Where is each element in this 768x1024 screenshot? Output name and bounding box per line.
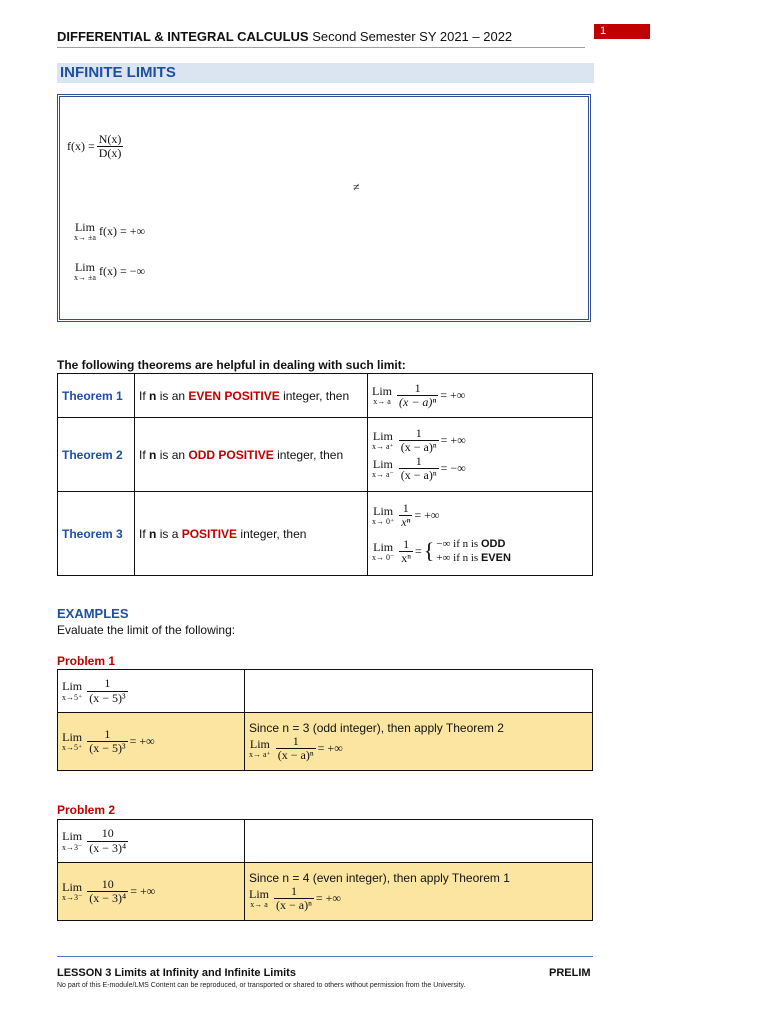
- examples-subtitle: Evaluate the limit of the following:: [57, 623, 236, 637]
- limit-operator: [372, 541, 394, 562]
- examples-title: EXAMPLES: [57, 606, 129, 621]
- solution-cell: [58, 863, 245, 921]
- header-divider: [57, 47, 585, 48]
- limit-operator: [372, 458, 394, 479]
- solution-row: [58, 863, 593, 921]
- numerator: 1: [415, 453, 422, 468]
- lim-word: Lim: [74, 260, 95, 274]
- limit-result: = +∞: [440, 388, 466, 402]
- fraction: [87, 827, 128, 854]
- theorem-condition: [135, 374, 368, 418]
- cond-post: integer, then: [279, 388, 350, 403]
- limit-result: = +∞: [414, 507, 440, 522]
- reference-formula: [249, 885, 588, 912]
- footer-copyright-note: No part of this E-module/LMS Content can be reproduced, or transported or shared to others without permission from the University.: [57, 982, 466, 989]
- theorem-name: Theorem 1: [58, 374, 135, 418]
- numerator: 1: [403, 536, 410, 551]
- denominator: (x − 5)³: [89, 741, 126, 755]
- lim-word: Lim: [62, 829, 83, 844]
- theorem-formula: [368, 492, 593, 576]
- reason-text: Since n = 3 (odd integer), then apply Theorem 2: [249, 720, 504, 735]
- limit-result: = +∞: [130, 884, 156, 898]
- denominator: (x − a)ⁿ: [400, 440, 437, 455]
- left-brace-icon: {: [423, 538, 435, 564]
- denominator: (x − 3)⁴: [89, 840, 127, 855]
- lim-word: Lim: [249, 736, 270, 751]
- case-text: −∞ if n is: [436, 537, 481, 550]
- fraction: [399, 538, 413, 565]
- formula-line: [372, 382, 588, 409]
- limit-operator: [74, 221, 96, 242]
- limit-operator: [372, 385, 392, 406]
- reason-cell: [245, 863, 593, 921]
- fraction: [399, 502, 412, 529]
- case-keyword: EVEN: [480, 552, 511, 565]
- denominator: (x − 5)³: [89, 690, 126, 705]
- limit-positive-infinity: [74, 221, 145, 242]
- answer-blank-cell: [245, 820, 593, 863]
- case-text: +∞ if n is: [436, 552, 481, 565]
- cond-n: n: [149, 388, 157, 403]
- theorem-formula: [368, 374, 593, 418]
- cond-pre: If: [139, 388, 150, 403]
- cond-pre: If: [139, 526, 150, 541]
- limit-operator: [62, 680, 82, 701]
- limit-result: = +∞: [440, 433, 466, 448]
- question-cell: [58, 820, 245, 863]
- cond-kind: ODD POSITIVE: [188, 447, 274, 462]
- problem-2-label: Problem 2: [57, 803, 116, 817]
- case-keyword: ODD: [480, 537, 506, 550]
- lim-subscript: x→5⁺: [62, 692, 83, 702]
- fraction: [276, 735, 316, 762]
- theorems-table: [57, 373, 593, 576]
- denominator: (x − a)ⁿ: [400, 467, 437, 482]
- numerator: 1: [104, 726, 111, 741]
- problem-2-table: [57, 819, 593, 921]
- denominator: xⁿ: [401, 514, 411, 529]
- lim-subscript: x→ a: [373, 397, 391, 407]
- fx-numerator: N(x): [98, 132, 122, 146]
- limit-operator: [62, 830, 82, 851]
- question-formula: [62, 827, 240, 854]
- limit-body: f(x) = +∞: [98, 224, 146, 239]
- formula-line: [372, 427, 588, 454]
- lim-subscript: x→ a⁺: [372, 442, 394, 452]
- course-title: DIFFERENTIAL & INTEGRAL CALCULUS: [57, 29, 309, 44]
- reference-formula: [249, 735, 588, 762]
- lim-subscript: x→5⁺: [62, 743, 83, 753]
- fx-label: f(x) =: [67, 139, 95, 154]
- cond-mid: is an: [156, 388, 189, 403]
- solution-formula: [62, 728, 240, 755]
- limit-result: = +∞: [315, 891, 341, 905]
- theorem-condition: [135, 418, 368, 492]
- lim-subscript: x→ ±a: [74, 233, 96, 243]
- theorem-condition: [135, 492, 368, 576]
- case-even: [436, 551, 511, 565]
- lim-subscript: x→3⁻: [62, 893, 83, 903]
- footer-divider: [57, 956, 593, 957]
- lim-word: Lim: [373, 539, 394, 554]
- limit-operator: [62, 731, 82, 752]
- fx-definition: [67, 133, 125, 160]
- solution-formula: [62, 878, 240, 905]
- cond-n: n: [149, 447, 157, 462]
- lim-word: Lim: [373, 503, 394, 518]
- lim-subscript: x→3⁻: [62, 842, 83, 852]
- cond-post: integer, then: [237, 526, 307, 541]
- question-formula: [62, 677, 240, 704]
- fraction: [397, 382, 438, 409]
- document-header: [57, 29, 587, 44]
- limit-operator: [249, 888, 269, 909]
- formula-line: [372, 537, 588, 566]
- limit-result: = +∞: [129, 734, 155, 748]
- denominator: (x − a)ⁿ: [276, 898, 312, 912]
- question-row: [58, 820, 593, 863]
- fraction: [399, 455, 439, 482]
- reason-text: Since n = 4 (even integer), then apply Theorem 1: [249, 870, 510, 885]
- limit-operator: [372, 505, 394, 526]
- lim-word: Lim: [62, 879, 83, 894]
- fraction: [87, 728, 127, 755]
- theorem-formula: [368, 418, 593, 492]
- denominator: (x − a)ⁿ: [277, 748, 314, 762]
- fx-fraction: [97, 133, 124, 160]
- footer-term: PRELIM: [549, 967, 591, 979]
- theorem-name: Theorem 3: [58, 492, 135, 576]
- fraction: [87, 878, 128, 905]
- lim-word: Lim: [372, 456, 393, 471]
- question-row: [58, 670, 593, 713]
- denominator: (x − 3)⁴: [89, 891, 127, 905]
- question-cell: [58, 670, 245, 713]
- limit-body: f(x) = −∞: [98, 264, 146, 279]
- lim-word: Lim: [249, 886, 269, 901]
- page-number: 1: [594, 24, 650, 39]
- limit-operator: [74, 261, 96, 282]
- semester-label: Second Semester SY 2021 – 2022: [312, 29, 513, 44]
- limit-operator: [249, 738, 271, 759]
- theorem-row-2: [58, 418, 593, 492]
- numerator: 1: [290, 883, 297, 898]
- lim-subscript: x→ a⁻: [372, 469, 394, 479]
- numerator: 1: [414, 380, 421, 395]
- cond-post: integer, then: [273, 447, 344, 462]
- limit-operator: [372, 430, 394, 451]
- equals-sign: =: [415, 543, 422, 558]
- numerator: 10: [101, 826, 114, 841]
- reason-cell: [245, 713, 593, 771]
- denominator: xⁿ: [401, 550, 412, 565]
- limit-result: = −∞: [440, 460, 466, 475]
- not-equal-symbol: ≠: [353, 180, 360, 194]
- lim-subscript: x→ 0⁻: [372, 552, 395, 562]
- numerator: 1: [402, 500, 409, 515]
- cond-kind: EVEN POSITIVE: [188, 388, 280, 403]
- fraction: [87, 677, 127, 704]
- numerator: 1: [415, 426, 422, 441]
- theorem-row-3: [58, 492, 593, 576]
- fx-denominator: D(x): [98, 146, 122, 161]
- cond-mid: is an: [156, 447, 189, 462]
- problem-1-label: Problem 1: [57, 654, 116, 668]
- limit-operator: [62, 881, 82, 902]
- section-title: INFINITE LIMITS: [57, 63, 594, 83]
- numerator: 1: [292, 733, 299, 748]
- limit-negative-infinity: [74, 261, 145, 282]
- formula-line: [372, 455, 588, 482]
- answer-blank-cell: [245, 670, 593, 713]
- fraction: [274, 885, 314, 912]
- case-odd: [436, 537, 511, 551]
- solution-cell: [58, 713, 245, 771]
- cond-n: n: [149, 526, 157, 541]
- numerator: 1: [104, 676, 111, 691]
- lim-word: Lim: [62, 729, 83, 744]
- denominator: (x − a)ⁿ: [399, 395, 437, 409]
- formula-line: [372, 502, 588, 529]
- numerator: 10: [101, 876, 114, 891]
- cond-pre: If: [139, 447, 150, 462]
- footer-lesson: LESSON 3 Limits at Infinity and Infinite Limits: [57, 967, 296, 979]
- lim-subscript: x→ a: [250, 900, 268, 910]
- solution-row: [58, 713, 593, 771]
- limit-result: = +∞: [317, 741, 343, 755]
- lim-subscript: x→ 0⁺: [372, 516, 395, 526]
- lim-subscript: x→ a⁺: [249, 750, 271, 760]
- cond-kind: POSITIVE: [181, 526, 238, 541]
- lim-word: Lim: [372, 429, 393, 444]
- theorem-name: Theorem 2: [58, 418, 135, 492]
- problem-1-table: [57, 669, 593, 771]
- definition-box: [57, 94, 591, 322]
- lim-subscript: x→ ±a: [74, 273, 96, 283]
- piecewise-cases: [436, 537, 511, 566]
- theorems-intro: The following theorems are helpful in dealing with such limit:: [57, 358, 406, 372]
- lim-word: Lim: [372, 383, 392, 398]
- fraction: [399, 427, 439, 454]
- lim-word: Lim: [62, 679, 83, 694]
- cond-mid: is a: [156, 526, 182, 541]
- lim-word: Lim: [74, 220, 95, 234]
- theorem-row-1: [58, 374, 593, 418]
